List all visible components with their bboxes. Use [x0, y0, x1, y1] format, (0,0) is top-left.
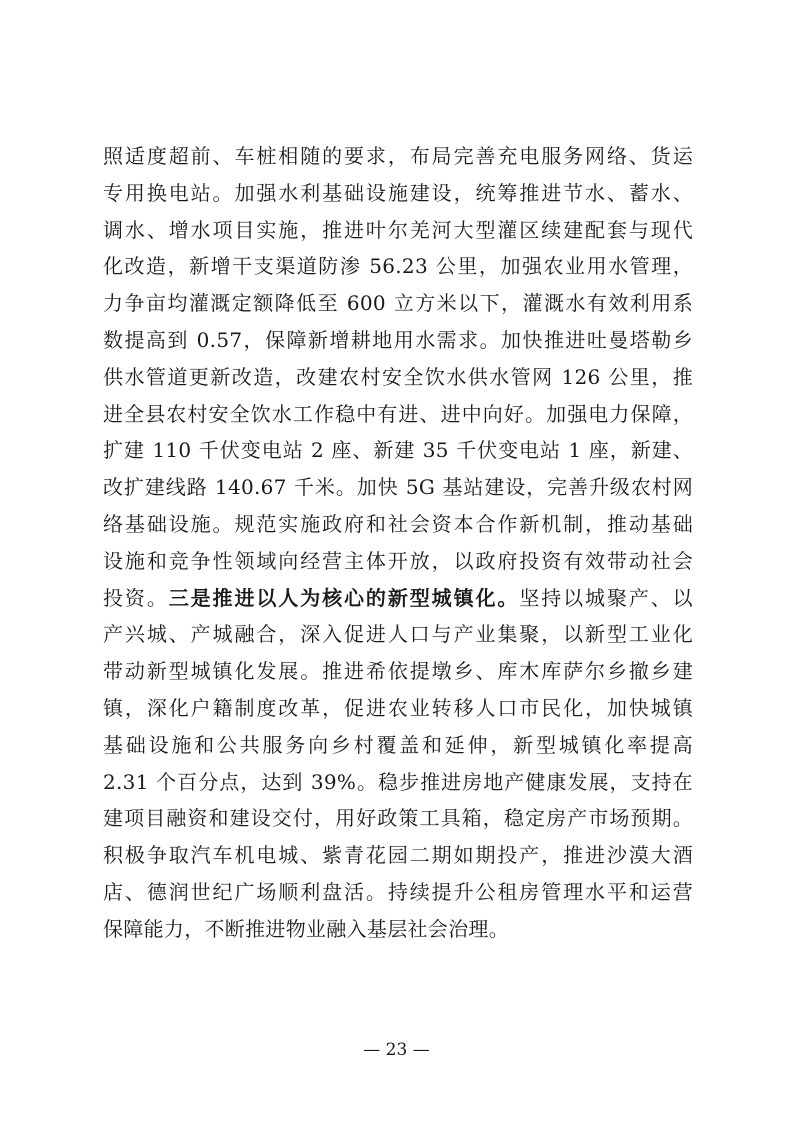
text-line: 积极争取汽车机电城、紫青花园二期如期投产，推进沙漠大酒: [103, 843, 693, 868]
text-line: 2.31 个百分点，达到 39%。稳步推进房地产健康发展，支持在: [103, 769, 693, 794]
text-line: 扩建 110 千伏变电站 2 座、新建 35 千伏变电站 1 座，新建、: [103, 438, 693, 463]
text-line: 店、德润世纪广场顺利盘活。持续提升公租房管理水平和运营: [103, 879, 693, 904]
text-line: 照适度超前、车桩相随的要求，布局完善充电服务网络、货运: [103, 144, 693, 168]
text-line: 保障能力，不断推进物业融入基层社会治理。: [103, 916, 509, 941]
text-line: 进全县农村安全饮水工作稳中有进、进中向好。加强电力保障，: [103, 401, 693, 426]
body-text: [103, 138, 693, 948]
page-number: — 23 —: [363, 1040, 430, 1060]
text-line: 化改造，新增干支渠道防渗 56.23 公里，加强农业用水管理，: [103, 254, 693, 279]
text-line: 力争亩均灌溉定额降低至 600 立方米以下，灌溉水有效利用系: [103, 291, 693, 316]
section-heading: 三是推进以人为核心的新型城镇化。: [168, 585, 520, 610]
text-line: 基础设施和公共服务向乡村覆盖和延伸，新型城镇化率提高: [103, 732, 693, 757]
text-line-with-heading: [103, 580, 693, 617]
text-line: 数提高到 0.57，保障新增耕地用水需求。加快推进吐曼塔勒乡: [103, 327, 693, 352]
text-segment: 投资。: [103, 585, 169, 610]
text-line: 建项目融资和建设交付，用好政策工具箱，稳定房产市场预期。: [103, 806, 693, 831]
text-line: 带动新型城镇化发展。推进希依提墩乡、库木库萨尔乡撤乡建: [103, 659, 693, 684]
text-segment: 坚持以城聚产、以: [519, 585, 693, 610]
text-line: 专用换电站。加强水利基础设施建设，统筹推进节水、蓄水、: [103, 180, 693, 205]
text-line: 改扩建线路 140.67 千米。加快 5G 基站建设，完善升级农村网: [103, 475, 693, 500]
text-line: 络基础设施。规范实施政府和社会资本合作新机制，推动基础: [103, 511, 693, 536]
text-line: 设施和竞争性领域向经营主体开放，以政府投资有效带动社会: [103, 548, 693, 573]
text-line: 供水管道更新改造，改建农村安全饮水供水管网 126 公里，推: [103, 364, 693, 389]
text-line: 产兴城、产城融合，深入促进人口与产业集聚，以新型工业化: [103, 622, 693, 647]
text-line: 调水、增水项目实施，推进叶尔羌河大型灌区续建配套与现代: [103, 217, 693, 242]
text-line: 镇，深化户籍制度改革，促进农业转移人口市民化，加快城镇: [103, 695, 693, 720]
